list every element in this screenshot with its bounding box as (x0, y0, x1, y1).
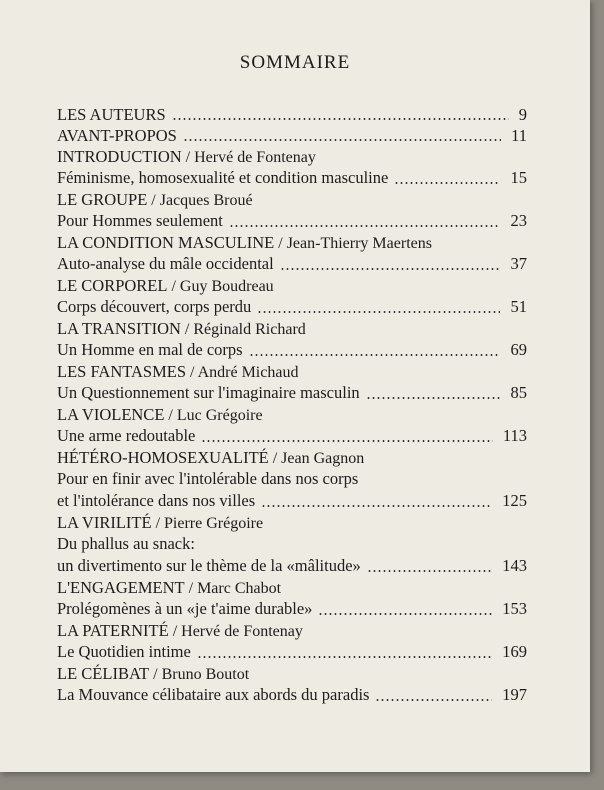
chapter-title: LE CÉLIBAT (57, 664, 150, 683)
toc-entry (57, 620, 527, 663)
chapter-author: / Jacques Broué (147, 192, 253, 209)
toc-heading-line (57, 318, 527, 339)
chapter-title: HÉTÉRO-HOMOSEXUALITÉ (57, 448, 269, 467)
page-number: 125 (502, 491, 527, 510)
chapter-title: LA TRANSITION (57, 319, 181, 338)
toc-heading-text (57, 126, 179, 145)
toc-heading-line (57, 189, 527, 210)
toc-entry (57, 447, 527, 512)
dot-leader (367, 570, 492, 572)
chapter-title: LA CONDITION MASCULINE (57, 233, 275, 252)
chapter-title: LES AUTEURS (57, 105, 166, 124)
chapter-subtitle: Prolégomènes à un «je t'aime durable» (57, 599, 313, 618)
toc-heading-line (57, 577, 527, 598)
chapter-author: / André Michaud (186, 364, 299, 381)
toc-heading-line (57, 125, 527, 146)
chapter-subtitle: Corps découvert, corps perdu (57, 297, 252, 316)
toc-heading-text (57, 319, 308, 338)
chapter-title: AVANT-PROPOS (57, 126, 177, 145)
chapter-subtitle: Une arme redoutable (57, 426, 196, 445)
toc-entry (57, 663, 527, 706)
toc-subtitle-line (57, 468, 527, 490)
toc-subtitle-line (57, 425, 527, 447)
toc-heading-text (57, 276, 276, 295)
chapter-subtitle: Un Questionnement sur l'imaginaire masculin (57, 383, 360, 402)
dot-leader (257, 311, 500, 313)
toc-entry (57, 232, 527, 275)
toc-subtitle-line (57, 382, 527, 404)
chapter-author: / Bruno Boutot (149, 666, 250, 683)
page-number: 169 (502, 642, 527, 661)
toc-subtitle-line (57, 490, 527, 512)
toc-heading-text (57, 147, 318, 166)
toc-heading-line (57, 620, 527, 641)
dot-leader (197, 656, 492, 658)
page-number: 37 (510, 254, 527, 273)
dot-leader (375, 699, 492, 701)
toc-heading-line (57, 447, 527, 468)
toc-heading-line (57, 146, 527, 167)
page-number: 197 (502, 685, 527, 704)
chapter-subtitle: Auto-analyse du mâle occidental (57, 254, 274, 273)
chapter-title: LE GROUPE (57, 190, 148, 209)
page-number: 9 (518, 105, 527, 124)
dot-leader (261, 505, 492, 507)
toc-subtitle-line (57, 641, 527, 663)
chapter-subtitle: Le Quotidien intime (57, 642, 191, 661)
chapter-subtitle: La Mouvance célibataire aux abords du paradis (57, 685, 370, 704)
toc-heading-line (57, 512, 527, 533)
toc-heading-text (57, 362, 300, 381)
toc-heading-line (57, 232, 527, 253)
toc-subtitle-line (57, 296, 527, 318)
page-number: 85 (510, 383, 527, 402)
toc-heading-text (57, 621, 305, 640)
page-title: SOMMAIRE (239, 52, 351, 73)
table-of-contents (57, 104, 527, 706)
chapter-subtitle: Pour en finir avec l'intolérable dans nos corps (57, 469, 359, 488)
toc-heading-text (57, 664, 251, 683)
chapter-title: LE CORPOREL (57, 276, 168, 295)
toc-entry (57, 361, 527, 404)
chapter-author: / Luc Grégoire (164, 407, 263, 424)
dot-leader (201, 440, 493, 442)
dot-leader (280, 268, 500, 270)
toc-heading-text (57, 233, 434, 252)
chapter-subtitle: Un Homme en mal de corps (57, 340, 243, 359)
chapter-title: LES FANTASMES (57, 362, 187, 381)
chapter-author: / Guy Boudreau (167, 278, 274, 295)
chapter-author: / Jean-Thierry Maertens (274, 235, 432, 252)
dot-leader (366, 397, 500, 399)
toc-heading-line (57, 663, 527, 684)
toc-entry (57, 512, 527, 577)
toc-heading-text (57, 405, 265, 424)
toc-heading-text (57, 578, 283, 597)
toc-subtitle-line (57, 167, 527, 189)
toc-heading-text (57, 448, 366, 467)
toc-entry (57, 577, 527, 620)
toc-subtitle-line (57, 684, 527, 706)
chapter-subtitle: Du phallus au snack: (57, 534, 195, 553)
toc-entry (57, 404, 527, 447)
dot-leader (394, 182, 500, 184)
chapter-author: / Hervé de Fontenay (181, 149, 316, 166)
page-number: 153 (502, 599, 527, 618)
page-number: 51 (510, 297, 527, 316)
chapter-title: LA VIOLENCE (57, 405, 165, 424)
chapter-title: L'ENGAGEMENT (57, 578, 185, 597)
chapter-subtitle: et l'intolérance dans nos villes (57, 491, 256, 510)
toc-entry (57, 318, 527, 361)
chapter-author: / Pierre Grégoire (151, 515, 264, 532)
toc-heading-line (57, 104, 527, 125)
chapter-author: / Réginald Richard (180, 321, 306, 338)
toc-subtitle-line (57, 339, 527, 361)
chapter-subtitle: Féminisme, homosexualité et condition masculine (57, 168, 389, 187)
toc-heading-line (57, 361, 527, 382)
toc-heading-line (57, 404, 527, 425)
page-number: 15 (510, 168, 527, 187)
toc-entry (57, 104, 527, 125)
page-number: 113 (502, 426, 527, 445)
toc-entry (57, 146, 527, 189)
page-number: 69 (510, 340, 527, 359)
toc-entry (57, 189, 527, 232)
toc-entry (57, 275, 527, 318)
page-number: 11 (511, 126, 527, 145)
chapter-author: / Marc Chabot (184, 580, 282, 597)
dot-leader (229, 225, 500, 227)
page-number: 23 (510, 211, 527, 230)
toc-subtitle-line (57, 598, 527, 620)
chapter-subtitle: Pour Hommes seulement (57, 211, 223, 230)
toc-heading-line (57, 275, 527, 296)
toc-subtitle-line (57, 555, 527, 577)
dot-leader (249, 354, 500, 356)
page-number: 143 (502, 556, 527, 575)
chapter-author: / Hervé de Fontenay (168, 623, 303, 640)
toc-heading-text (57, 513, 265, 532)
toc-heading-text (57, 105, 168, 124)
toc-heading-text (57, 190, 255, 209)
toc-entry (57, 125, 527, 146)
toc-subtitle-line (57, 210, 527, 232)
chapter-author: / Jean Gagnon (268, 450, 365, 467)
chapter-subtitle: un divertimento sur le thème de la «mâlitude» (57, 556, 361, 575)
dot-leader (172, 118, 509, 120)
chapter-title: LA PATERNITÉ (57, 621, 169, 640)
dot-leader (183, 139, 501, 141)
dot-leader (318, 613, 492, 615)
chapter-title: INTRODUCTION (57, 147, 182, 166)
toc-subtitle-line (57, 533, 527, 555)
toc-subtitle-line (57, 253, 527, 275)
chapter-title: LA VIRILITÉ (57, 513, 152, 532)
